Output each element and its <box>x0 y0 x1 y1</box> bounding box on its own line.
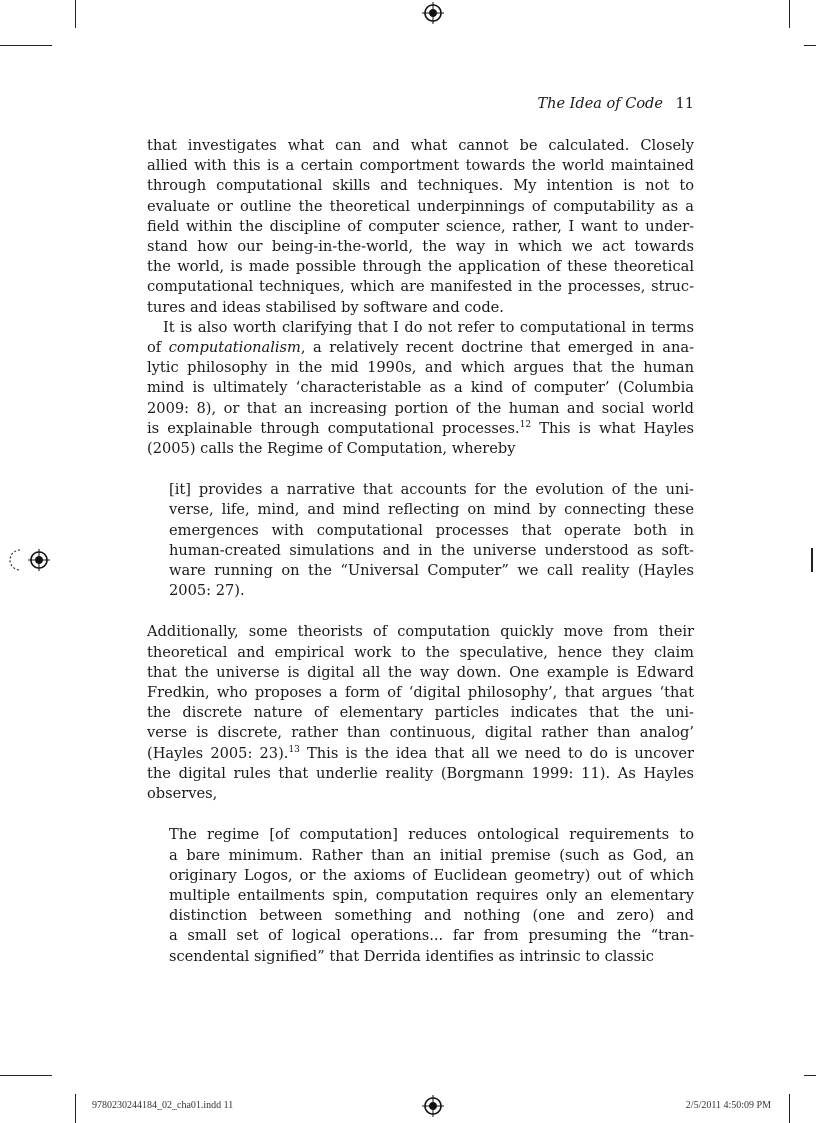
text-line: of computationalism, a relatively recent doctrine that emerged in ana- <box>147 339 695 357</box>
crop-mark <box>0 1075 52 1076</box>
text-line: lytic philosophy in the mid 1990s, and which argues that the human <box>147 359 694 377</box>
text-line: tures and ideas stabilised by software and code. <box>147 298 504 316</box>
paragraph <box>147 136 694 318</box>
registration-mark-icon <box>28 549 50 571</box>
text-line: (2005) calls the Regime of Computation, whereby <box>147 440 516 458</box>
registration-mark-icon <box>422 1095 444 1117</box>
crop-mark <box>811 548 813 572</box>
text-line: the world, is made possible through the application of these theoretical <box>147 258 694 276</box>
text-line: through computational skills and techniques. My intention is not to <box>147 177 694 195</box>
crop-mark <box>789 1094 790 1123</box>
text-line: verse is discrete, rather than continuous, digital rather than analog’ <box>147 724 694 742</box>
text-line: a small set of logical operations... far from presuming the “tran- <box>169 927 694 945</box>
text-line: (Hayles 2005: 23).$^{13}$ This is the idea that all we need to do is uncover <box>147 744 694 762</box>
text-line: ware running on the “Universal Computer” we call reality (Hayles <box>169 562 694 580</box>
text-line: 2005: 27). <box>169 582 245 600</box>
footnote-ref: 12 <box>519 419 532 430</box>
text-line: observes, <box>147 785 218 803</box>
text-line: that the universe is digital all the way down. One example is Edward <box>147 663 694 681</box>
text-line: Additionally, some theorists of computation quickly move from their <box>147 623 694 641</box>
footer-timestamp: 2/5/2011 4:50:09 PM <box>685 1100 771 1111</box>
text-line: evaluate or outline the theoretical underpinnings of computability as a <box>147 197 694 215</box>
block-quote <box>169 825 694 966</box>
crop-mark <box>75 0 76 28</box>
text-line: The regime [of computation] reduces ontological requirements to <box>169 826 694 844</box>
crop-mark <box>789 0 790 28</box>
block-quote <box>169 480 694 601</box>
running-header <box>537 96 694 112</box>
text-line: a bare minimum. Rather than an initial premise (such as God, an <box>169 846 694 864</box>
text-line: stand how our being-in-the-world, the way in which we act towards <box>147 238 694 256</box>
text-line: allied with this is a certain comportment towards the world maintained <box>147 157 694 175</box>
registration-mark-icon <box>422 2 444 24</box>
text-line: theoretical and empirical work to the speculative, hence they claim <box>147 643 694 661</box>
page-number: 11 <box>675 96 694 112</box>
text-line: [it] provides a narrative that accounts for the evolution of the uni- <box>169 481 694 499</box>
text-line: computational techniques, which are manifested in the processes, struc- <box>147 278 694 296</box>
text-line: field within the discipline of computer science, rather, I want to under- <box>147 217 694 235</box>
text-line: It is also worth clarifying that I do not refer to computational in terms <box>163 318 694 336</box>
text-line: the discrete nature of elementary particles indicates that the uni- <box>147 704 694 722</box>
running-title: The Idea of Code <box>537 96 663 112</box>
text-line: emergences with computational processes that operate both in <box>169 521 694 539</box>
text-line: that investigates what can and what cannot be calculated. Closely <box>147 137 694 154</box>
text-line: originary Logos, or the axioms of Euclidean geometry) out of which <box>169 866 694 884</box>
crop-mark <box>804 1075 816 1076</box>
text-line: 2009: 8), or that an increasing portion of the human and social world <box>147 399 694 417</box>
text-line: Fredkin, who proposes a form of ‘digital philosophy’, that argues ‘that <box>147 684 694 702</box>
paragraph <box>147 622 694 804</box>
text-line: mind is ultimately ‘characteristable as a kind of computer’ (Columbia <box>147 379 694 397</box>
crop-mark <box>75 1094 76 1123</box>
paragraph <box>147 318 694 459</box>
crop-arc-icon <box>0 548 22 572</box>
footnote-ref: 13 <box>288 744 300 755</box>
text-line: is explainable through computational processes.$^{12}$ This is what Hayles <box>147 419 694 437</box>
crop-mark <box>804 45 816 46</box>
text-line: distinction between something and nothing (one and zero) and <box>169 907 694 925</box>
footer-filename: 9780230244184_02_cha01.indd 11 <box>92 1100 234 1111</box>
text-line: verse, life, mind, and mind reflecting on mind by connecting these <box>169 501 694 519</box>
text-line: human-created simulations and in the universe understood as soft- <box>169 541 694 559</box>
crop-mark <box>0 45 52 46</box>
text-line: the digital rules that underlie reality (Borgmann 1999: 11). As Hayles <box>147 764 694 782</box>
text-line: scendental signified” that Derrida identifies as intrinsic to classic <box>169 947 654 965</box>
text-line: multiple entailments spin, computation requires only an elementary <box>169 886 694 904</box>
body-text <box>147 136 694 967</box>
